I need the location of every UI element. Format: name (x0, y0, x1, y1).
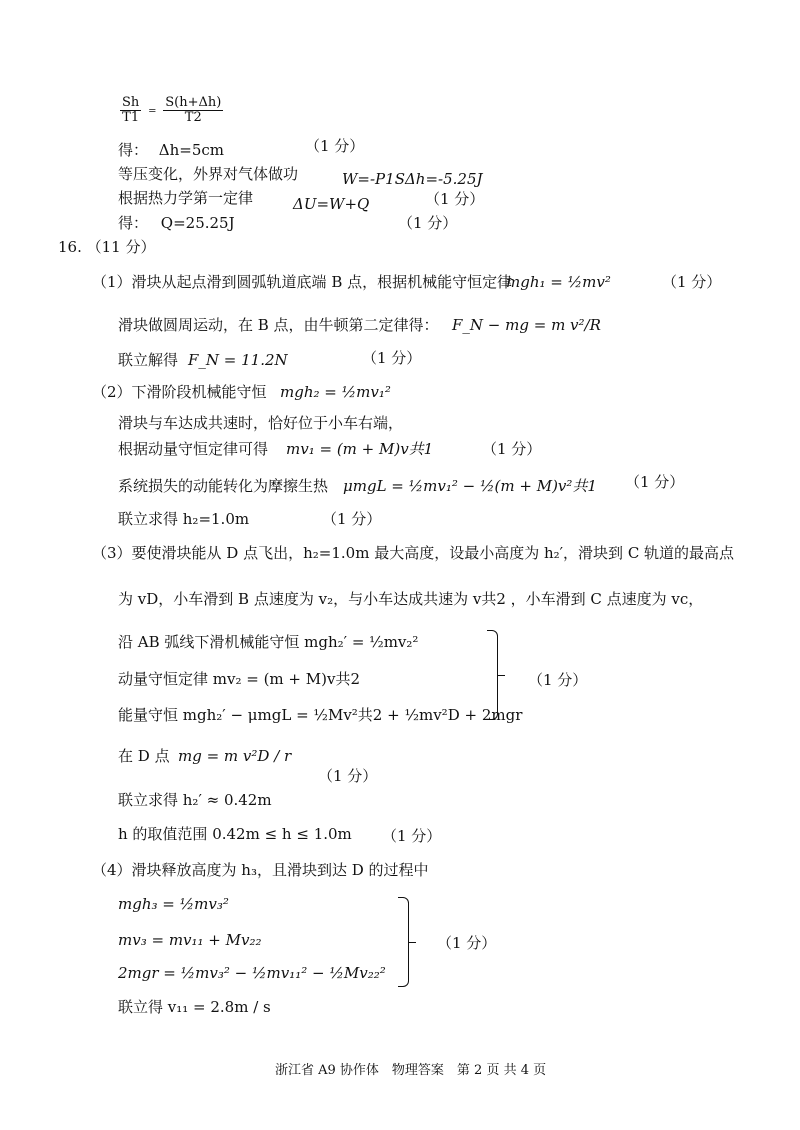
score: （1 分） (482, 440, 542, 458)
expression: Δh=5cm (158, 141, 225, 159)
part4-line2: 联立得 v₁₁ = 2.8m / s (118, 998, 271, 1016)
frac-den: T2 (184, 109, 202, 125)
part3-system-eq2: 动量守恒定律 mv₂ = (m + M)v共2 (118, 670, 360, 688)
part2-line4: 系统损失的动能转化为摩擦生热 (118, 477, 329, 495)
score: （1 分） (305, 137, 365, 155)
fraction-right (163, 96, 223, 124)
part3-system-eq1: 沿 AB 弧线下滑机械能守恒 mgh₂′ = ½mv₂² (118, 633, 419, 651)
frac-num: Sh (122, 95, 140, 110)
page-footer: 浙江省 A9 协作体 物理答案 第 2 页 共 4 页 (275, 1063, 547, 1078)
question-header: 16. （11 分） (58, 238, 156, 256)
part1-expr1: mgh₁ = ½mv² (506, 273, 611, 291)
part1-line1: （1）滑块从起点滑到圆弧轨道底端 B 点，根据机械能守恒定律 (92, 273, 513, 291)
part3-line4: 联立求得 h₂′ ≈ 0.42m (118, 791, 272, 809)
part4-system-eq3: 2mgr = ½mv₃² − ½mv₁₁² − ½Mv₂₂² (118, 964, 386, 982)
fraction-left (120, 96, 141, 124)
label: 得： (118, 214, 149, 232)
expression: Q=25.25J (160, 214, 235, 232)
part2-expr3: mv₁ = (m + M)v共1 (286, 440, 434, 458)
isobaric-work-expr: W=-P1SΔh=-5.25J (342, 170, 483, 188)
right-brace (398, 897, 409, 987)
score: （1 分） (318, 767, 378, 785)
part4-line1: （4）滑块释放高度为 h₃，且滑块到达 D 的过程中 (92, 861, 429, 879)
score: （1 分） (662, 273, 722, 291)
part3-line2: 为 vD，小车滑到 B 点速度为 v₂，与小车达成共速为 v共2 ，小车滑到 C 点速度为 vc， (118, 590, 704, 608)
score: （1 分） (625, 473, 685, 491)
score: （1 分） (362, 349, 422, 367)
part4-system-eq2: mv₃ = mv₁₁ + Mv₂₂ (118, 931, 262, 949)
part3-line5: h 的取值范围 0.42m ≤ h ≤ 1.0m (118, 825, 352, 843)
part1-line3: 联立解得 (118, 351, 179, 369)
right-brace (487, 630, 498, 720)
score: （1 分） (528, 671, 588, 689)
part3-line3: 在 D 点 (118, 747, 170, 765)
part2-expr1: mgh₂ = ½mv₁² (280, 383, 391, 401)
part3-system-eq3: 能量守恒 mgh₂′ − μmgL = ½Mv²共2 + ½mv²D + 2mgr (118, 706, 523, 724)
isobaric-work-text: 等压变化，外界对气体做功 (118, 165, 299, 183)
part1-expr3: F_N = 11.2N (188, 351, 288, 369)
score: （1 分） (382, 827, 442, 845)
frac-den: T1 (122, 109, 140, 125)
result-q (118, 216, 235, 231)
first-law-text: 根据热力学第一定律 (118, 189, 254, 207)
part1-line2: 滑块做圆周运动，在 B 点，由牛顿第二定律得： (118, 316, 439, 334)
part3-expr3: mg = m v²D / r (178, 747, 292, 765)
gas-law-equation (118, 96, 225, 124)
score: （1 分） (398, 214, 458, 232)
part4-system-eq1: mgh₃ = ½mv₃² (118, 895, 229, 913)
part3-line1: （3）要使滑块能从 D 点飞出，h₂=1.0m 最大高度，设最小高度为 h₂′，滑块到 C 轨道的最高点 (92, 544, 735, 562)
part2-line5: 联立求得 h₂=1.0m (118, 510, 250, 528)
equals-sign: = (148, 106, 157, 118)
part2-expr4: μmgL = ½mv₁² − ½(m + M)v²共1 (343, 477, 597, 495)
part2-line3: 根据动量守恒定律可得 (118, 440, 269, 458)
part2-line2: 滑块与车达成共速时，恰好位于小车右端， (118, 414, 404, 432)
label: 得： (118, 141, 149, 159)
result-delta-h (118, 143, 224, 158)
score: （1 分） (322, 510, 382, 528)
first-law-expr: ΔU=W+Q (293, 195, 370, 213)
part1-expr2: F_N − mg = m v²/R (452, 316, 601, 334)
part2-line1: （2）下滑阶段机械能守恒 (92, 383, 267, 401)
score: （1 分） (425, 190, 485, 208)
score: （1 分） (437, 934, 497, 952)
frac-num: S(h+Δh) (165, 95, 222, 110)
